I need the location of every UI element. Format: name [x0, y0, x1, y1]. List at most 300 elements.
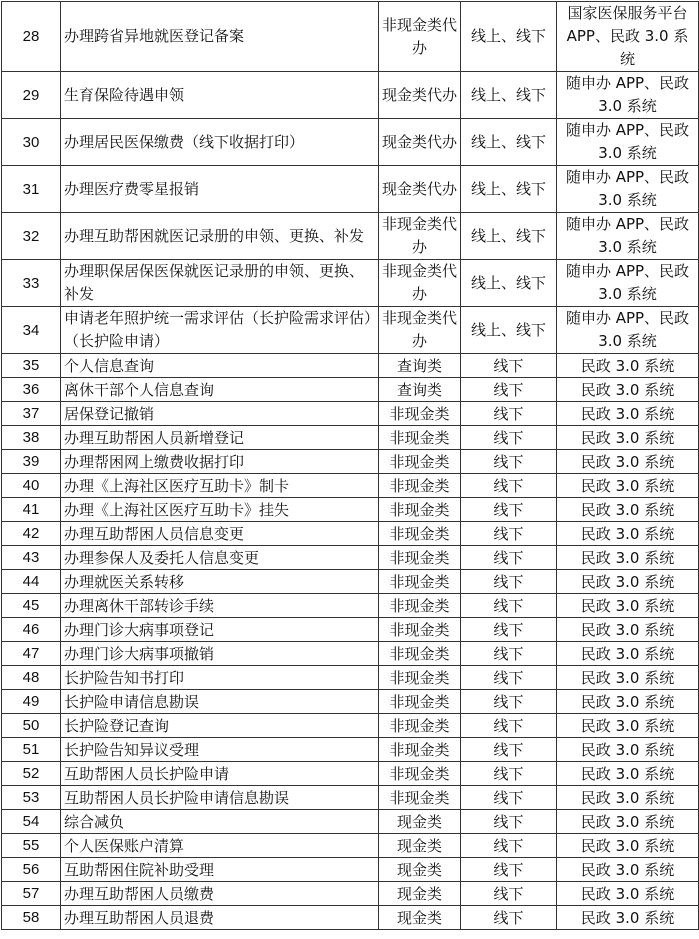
service-channel: 线下	[493, 740, 524, 759]
service-channel-cell	[461, 834, 557, 858]
service-channel: 线下	[493, 380, 524, 399]
service-channel-cell	[461, 522, 557, 546]
service-channel: 线上、线下	[470, 85, 546, 104]
service-system: 民政 3.0 系统	[580, 668, 675, 687]
service-system-cell	[557, 810, 699, 834]
service-channel-cell	[461, 882, 557, 906]
service-name: 办理职保居保医保就医记录册的申领、更换、补发	[64, 262, 365, 303]
service-channel-cell	[461, 642, 557, 666]
service-channel-cell	[461, 402, 557, 426]
service-system-cell	[557, 474, 699, 498]
service-type: 现金类	[396, 860, 442, 879]
service-channel: 线下	[493, 788, 524, 807]
service-type-cell	[379, 690, 461, 714]
service-channel: 线上、线下	[470, 320, 546, 339]
service-system-cell	[557, 738, 699, 762]
service-type-cell	[379, 354, 461, 378]
service-channel-cell	[461, 570, 557, 594]
service-channel: 线下	[493, 452, 524, 471]
service-channel: 线下	[493, 716, 524, 735]
table-row	[2, 786, 699, 810]
service-channel-cell	[461, 307, 557, 354]
service-channel: 线下	[493, 356, 524, 375]
service-system-cell	[557, 119, 699, 166]
service-name-cell	[61, 546, 379, 570]
service-name: 互助帮困人员长护险申请	[64, 764, 230, 783]
service-type: 非现金类	[389, 428, 450, 447]
service-type: 非现金类	[389, 668, 450, 687]
table-row	[2, 119, 699, 166]
service-system: 民政 3.0 系统	[580, 596, 675, 615]
service-type: 非现金类	[389, 788, 450, 807]
service-system-cell	[557, 618, 699, 642]
row-number-cell	[2, 450, 61, 474]
service-channel: 线上、线下	[470, 27, 546, 45]
service-name: 离休干部个人信息查询	[64, 380, 215, 399]
service-name-cell	[61, 307, 379, 354]
service-channel: 线下	[493, 668, 524, 687]
service-system-cell	[557, 690, 699, 714]
service-system-cell	[557, 307, 699, 354]
service-name-cell	[61, 882, 379, 906]
table-row	[2, 858, 699, 882]
service-system-cell	[557, 714, 699, 738]
table-row	[2, 738, 699, 762]
service-type: 非现金类	[389, 524, 450, 543]
service-type-cell	[379, 119, 461, 166]
service-type-cell	[379, 474, 461, 498]
service-table-body	[2, 2, 699, 930]
row-number-cell	[2, 546, 61, 570]
service-channel: 线下	[493, 644, 524, 663]
service-system: 随申办 APP、民政 3.0 系统	[565, 262, 690, 303]
row-number: 38	[22, 428, 40, 446]
service-name-cell	[61, 474, 379, 498]
service-type-cell	[379, 378, 461, 402]
service-system: 民政 3.0 系统	[580, 524, 675, 543]
service-name-cell	[61, 260, 379, 307]
service-name: 办理帮困网上缴费收据打印	[64, 452, 245, 471]
service-name: 长护险登记查询	[64, 716, 170, 735]
service-type-cell	[379, 213, 461, 260]
service-channel-cell	[461, 594, 557, 618]
service-channel: 线下	[493, 860, 524, 879]
table-row	[2, 498, 699, 522]
service-name-cell	[61, 213, 379, 260]
service-name: 办理互助帮困人员缴费	[64, 884, 215, 903]
service-type-cell	[379, 546, 461, 570]
service-type-cell	[379, 307, 461, 354]
service-channel: 线上、线下	[470, 179, 546, 198]
service-name-cell	[61, 119, 379, 166]
row-number-cell	[2, 618, 61, 642]
service-name: 互助帮困人员长护险申请信息勘误	[64, 788, 290, 807]
service-system: 民政 3.0 系统	[580, 572, 675, 591]
service-channel: 线下	[493, 548, 524, 567]
row-number: 39	[22, 452, 40, 470]
service-type: 现金类代办	[382, 85, 458, 104]
service-system: 民政 3.0 系统	[580, 428, 675, 447]
service-system: 随申办 APP、民政 3.0 系统	[565, 309, 690, 350]
service-channel: 线下	[493, 572, 524, 591]
service-channel: 线上、线下	[470, 273, 546, 292]
service-channel: 线下	[493, 812, 524, 831]
service-channel: 线下	[493, 764, 524, 783]
service-channel: 线下	[493, 596, 524, 615]
service-channel-cell	[461, 474, 557, 498]
service-name-cell	[61, 642, 379, 666]
service-type: 非现金类	[389, 476, 450, 495]
service-system-cell	[557, 858, 699, 882]
service-name-cell	[61, 522, 379, 546]
row-number: 47	[22, 644, 40, 662]
table-row	[2, 882, 699, 906]
service-type-cell	[379, 166, 461, 213]
service-name: 办理参保人及委托人信息变更	[64, 548, 260, 567]
service-name-cell	[61, 450, 379, 474]
service-channel-cell	[461, 260, 557, 307]
service-name: 互助帮困住院补助受理	[64, 860, 215, 879]
row-number: 49	[22, 692, 40, 710]
service-system: 民政 3.0 系统	[580, 908, 675, 927]
row-number-cell	[2, 498, 61, 522]
row-number: 36	[22, 380, 40, 398]
table-row	[2, 642, 699, 666]
row-number-cell	[2, 690, 61, 714]
service-channel: 线下	[493, 500, 524, 519]
service-type-cell	[379, 834, 461, 858]
service-name: 办理门诊大病事项撤销	[64, 644, 215, 663]
table-row	[2, 378, 699, 402]
service-channel-cell	[461, 498, 557, 522]
service-type: 现金类代办	[382, 179, 458, 198]
service-system: 民政 3.0 系统	[580, 644, 675, 663]
service-system-cell	[557, 834, 699, 858]
row-number-cell	[2, 72, 61, 119]
service-channel-cell	[461, 858, 557, 882]
service-name-cell	[61, 738, 379, 762]
row-number: 30	[22, 133, 40, 151]
service-name-cell	[61, 166, 379, 213]
service-channel-cell	[461, 166, 557, 213]
service-name: 长护险告知书打印	[64, 668, 185, 687]
row-number: 42	[22, 524, 40, 542]
service-system-cell	[557, 498, 699, 522]
service-system: 随申办 APP、民政 3.0 系统	[565, 121, 690, 162]
row-number: 33	[22, 274, 40, 292]
service-channel: 线下	[493, 884, 524, 903]
service-type-cell	[379, 810, 461, 834]
service-type: 非现金类	[389, 548, 450, 567]
service-system: 民政 3.0 系统	[580, 860, 675, 879]
service-channel-cell	[461, 786, 557, 810]
service-channel-cell	[461, 119, 557, 166]
row-number: 41	[22, 500, 40, 518]
service-name-cell	[61, 858, 379, 882]
service-type-cell	[379, 450, 461, 474]
table-row	[2, 2, 699, 72]
row-number-cell	[2, 666, 61, 690]
service-name: 办理居民医保缴费（线下收据打印）	[64, 132, 305, 151]
row-number: 55	[22, 836, 40, 854]
service-type: 非现金类	[389, 500, 450, 519]
service-name-cell	[61, 2, 379, 72]
service-name: 居保登记撤销	[64, 404, 155, 423]
row-number: 56	[22, 860, 40, 878]
service-name: 长护险告知异议受理	[64, 740, 200, 759]
service-type: 现金类	[396, 812, 442, 831]
service-system-cell	[557, 906, 699, 930]
service-type: 非现金类代办	[382, 262, 458, 303]
service-system-cell	[557, 72, 699, 119]
service-name-cell	[61, 810, 379, 834]
service-name-cell	[61, 786, 379, 810]
service-type-cell	[379, 498, 461, 522]
service-type: 非现金类	[389, 404, 450, 423]
service-type-cell	[379, 72, 461, 119]
service-name-cell	[61, 834, 379, 858]
service-type-cell	[379, 522, 461, 546]
service-name: 办理互助帮困人员信息变更	[64, 524, 245, 543]
service-type-cell	[379, 260, 461, 307]
service-channel-cell	[461, 738, 557, 762]
service-system: 随申办 APP、民政 3.0 系统	[565, 168, 690, 209]
service-name-cell	[61, 498, 379, 522]
row-number-cell	[2, 354, 61, 378]
service-type: 非现金类	[389, 740, 450, 759]
service-name-cell	[61, 426, 379, 450]
service-name-cell	[61, 906, 379, 930]
row-number: 52	[22, 764, 40, 782]
service-name: 办理医疗费零星报销	[64, 179, 200, 198]
service-type: 现金类	[396, 836, 442, 855]
service-system: 民政 3.0 系统	[580, 692, 675, 711]
service-system-cell	[557, 426, 699, 450]
service-name: 办理互助帮困人员退费	[64, 908, 215, 927]
table-row	[2, 522, 699, 546]
table-row	[2, 307, 699, 354]
service-system: 民政 3.0 系统	[580, 452, 675, 471]
table-row	[2, 906, 699, 930]
service-table	[1, 1, 699, 930]
table-row	[2, 474, 699, 498]
service-name-cell	[61, 354, 379, 378]
service-system-cell	[557, 260, 699, 307]
service-type-cell	[379, 762, 461, 786]
service-system-cell	[557, 642, 699, 666]
service-system: 民政 3.0 系统	[580, 548, 675, 567]
row-number: 43	[22, 548, 40, 566]
service-channel: 线下	[493, 524, 524, 543]
service-channel: 线下	[493, 908, 524, 927]
row-number: 45	[22, 596, 40, 614]
table-row	[2, 354, 699, 378]
service-system-cell	[557, 2, 699, 72]
service-name-cell	[61, 714, 379, 738]
service-type: 现金类	[396, 884, 442, 903]
table-row	[2, 72, 699, 119]
row-number-cell	[2, 2, 61, 72]
service-name-cell	[61, 378, 379, 402]
service-name-cell	[61, 594, 379, 618]
row-number: 46	[22, 620, 40, 638]
row-number: 48	[22, 668, 40, 686]
table-row	[2, 213, 699, 260]
row-number-cell	[2, 402, 61, 426]
service-name-cell	[61, 666, 379, 690]
service-name-cell	[61, 72, 379, 119]
table-row	[2, 810, 699, 834]
row-number: 40	[22, 476, 40, 494]
table-row	[2, 618, 699, 642]
service-name-cell	[61, 570, 379, 594]
service-system: 随申办 APP、民政 3.0 系统	[565, 74, 690, 115]
row-number-cell	[2, 474, 61, 498]
service-channel: 线下	[493, 476, 524, 495]
row-number: 51	[22, 740, 40, 758]
service-name: 办理跨省异地就医登记备案	[64, 27, 245, 45]
service-type-cell	[379, 714, 461, 738]
service-type: 非现金类	[389, 692, 450, 711]
service-system-cell	[557, 450, 699, 474]
service-type: 非现金类	[389, 764, 450, 783]
service-type-cell	[379, 618, 461, 642]
service-channel-cell	[461, 762, 557, 786]
service-system-cell	[557, 213, 699, 260]
row-number-cell	[2, 307, 61, 354]
row-number: 50	[22, 716, 40, 734]
service-type-cell	[379, 786, 461, 810]
service-channel-cell	[461, 426, 557, 450]
table-row	[2, 402, 699, 426]
row-number-cell	[2, 522, 61, 546]
service-type: 非现金类	[389, 452, 450, 471]
service-system: 民政 3.0 系统	[580, 764, 675, 783]
service-channel-cell	[461, 378, 557, 402]
row-number: 37	[22, 404, 40, 422]
service-channel-cell	[461, 810, 557, 834]
service-channel: 线下	[493, 692, 524, 711]
row-number: 44	[22, 572, 40, 590]
service-type: 非现金类代办	[382, 215, 458, 256]
table-row	[2, 834, 699, 858]
service-channel-cell	[461, 666, 557, 690]
row-number: 28	[22, 28, 40, 45]
service-name-cell	[61, 402, 379, 426]
service-channel-cell	[461, 450, 557, 474]
service-type: 非现金类	[389, 572, 450, 591]
service-channel-cell	[461, 546, 557, 570]
service-system-cell	[557, 666, 699, 690]
table-row	[2, 594, 699, 618]
row-number-cell	[2, 642, 61, 666]
service-channel-cell	[461, 714, 557, 738]
service-channel-cell	[461, 618, 557, 642]
service-name: 办理就医关系转移	[64, 572, 185, 591]
row-number-cell	[2, 119, 61, 166]
row-number: 32	[22, 227, 40, 245]
row-number: 35	[22, 356, 40, 374]
service-system: 民政 3.0 系统	[580, 404, 675, 423]
service-type-cell	[379, 858, 461, 882]
service-name: 办理互助帮困就医记录册的申领、更换、补发	[64, 226, 365, 245]
service-system: 随申办 APP、民政 3.0 系统	[565, 215, 690, 256]
service-type: 查询类	[396, 356, 442, 375]
service-type-cell	[379, 738, 461, 762]
service-name: 个人医保账户清算	[64, 836, 185, 855]
row-number: 53	[22, 788, 40, 806]
table-row	[2, 450, 699, 474]
row-number-cell	[2, 378, 61, 402]
table-row	[2, 166, 699, 213]
service-type: 非现金类	[389, 644, 450, 663]
row-number: 54	[22, 812, 40, 830]
service-type: 非现金类	[389, 620, 450, 639]
service-type-cell	[379, 594, 461, 618]
service-system-cell	[557, 546, 699, 570]
service-type-cell	[379, 570, 461, 594]
service-name: 长护险申请信息勘误	[64, 692, 200, 711]
service-channel: 线下	[493, 620, 524, 639]
service-system: 国家医保服务平台 APP、民政 3.0 系统	[566, 4, 689, 68]
row-number-cell	[2, 714, 61, 738]
service-channel-cell	[461, 690, 557, 714]
service-channel: 线下	[493, 428, 524, 447]
service-type-cell	[379, 906, 461, 930]
service-channel: 线下	[493, 836, 524, 855]
service-channel-cell	[461, 906, 557, 930]
service-name: 办理互助帮困人员新增登记	[64, 428, 245, 447]
service-type-cell	[379, 402, 461, 426]
service-type: 非现金类代办	[382, 15, 458, 57]
service-type-cell	[379, 642, 461, 666]
service-system: 民政 3.0 系统	[580, 812, 675, 831]
service-type-cell	[379, 666, 461, 690]
service-name: 办理《上海社区医疗互助卡》制卡	[64, 476, 290, 495]
service-system-cell	[557, 402, 699, 426]
service-type: 现金类代办	[382, 132, 458, 151]
service-system-cell	[557, 354, 699, 378]
service-type-cell	[379, 2, 461, 72]
service-type-cell	[379, 426, 461, 450]
row-number-cell	[2, 858, 61, 882]
row-number-cell	[2, 786, 61, 810]
service-system: 民政 3.0 系统	[580, 716, 675, 735]
service-channel-cell	[461, 213, 557, 260]
service-name: 个人信息查询	[64, 356, 155, 375]
service-channel-cell	[461, 354, 557, 378]
service-name-cell	[61, 618, 379, 642]
row-number-cell	[2, 762, 61, 786]
service-system-cell	[557, 786, 699, 810]
service-system: 民政 3.0 系统	[580, 476, 675, 495]
service-system-cell	[557, 378, 699, 402]
row-number-cell	[2, 594, 61, 618]
service-name: 综合减负	[64, 812, 125, 831]
service-channel-cell	[461, 2, 557, 72]
service-type: 非现金类	[389, 716, 450, 735]
service-system-cell	[557, 594, 699, 618]
service-type-cell	[379, 882, 461, 906]
service-name: 办理离休干部转诊手续	[64, 596, 215, 615]
row-number-cell	[2, 810, 61, 834]
row-number-cell	[2, 906, 61, 930]
service-channel: 线上、线下	[470, 226, 546, 245]
table-row	[2, 570, 699, 594]
row-number-cell	[2, 166, 61, 213]
service-channel-cell	[461, 72, 557, 119]
row-number: 31	[22, 180, 40, 198]
